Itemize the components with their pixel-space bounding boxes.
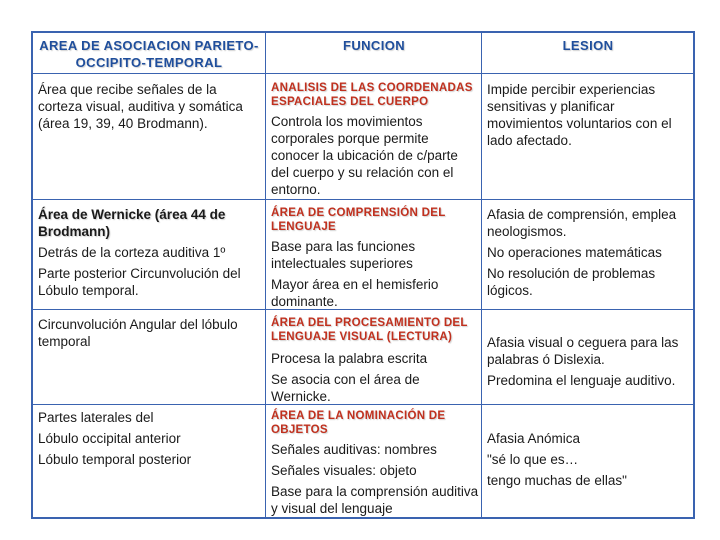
lesion-text: No resolución de problemas lógicos.	[487, 266, 656, 298]
area-text: Lóbulo temporal posterior	[38, 452, 192, 467]
function-text: Procesa la palabra escrita	[271, 351, 428, 366]
row4-area	[38, 409, 260, 468]
lesion-text: Afasia Anómica	[487, 431, 581, 446]
lesion-text: Predomina el lenguaje auditivo.	[487, 373, 676, 388]
area-text: Lóbulo occipital anterior	[38, 431, 181, 446]
function-title: ÁREA DEL PROCESAMIENTO DEL LENGUAJE VISUAL (LECTURA)	[271, 317, 468, 343]
lesion-text: Impide percibir experiencias sensitivas y planificar movimientos voluntarios con el lado afectado.	[487, 82, 672, 148]
row3-funcion	[271, 316, 479, 405]
row2-lesion	[487, 206, 691, 299]
function-text: Base para la comprensión auditiva y visual del lenguaje	[271, 484, 479, 516]
function-title: ANALISIS DE LAS COORDENADAS ESPACIALES DEL CUERPO	[271, 82, 473, 108]
row1-lesion	[487, 81, 691, 149]
header-funcion: FUNCION	[342, 38, 406, 53]
row3-lesion	[487, 334, 691, 389]
lesion-text: Afasia de comprensión, emplea neologismos.	[487, 207, 677, 239]
function-text: Mayor área en el hemisferio dominante.	[271, 277, 439, 309]
function-title: ÁREA DE COMPRENSIÓN DEL LENGUAJE	[271, 207, 446, 233]
column-divider	[481, 33, 482, 517]
row3-area	[38, 316, 260, 350]
area-text: Área que recibe señales de la corteza visual, auditiva y somática (área 19, 39, 40 Brodmann).	[38, 82, 243, 131]
function-title: ÁREA DE LA NOMINACIÓN DE OBJETOS	[271, 410, 446, 436]
association-area-table	[31, 31, 695, 519]
area-text: Partes laterales del	[38, 410, 154, 425]
lesion-text: "sé lo que es…	[487, 452, 579, 467]
lesion-text: No operaciones matemáticas	[487, 245, 662, 260]
row1-area	[38, 81, 260, 132]
row4-lesion	[487, 430, 691, 489]
area-text: Detrás de la corteza auditiva 1º	[38, 245, 226, 260]
row-divider	[33, 73, 693, 74]
function-text: Señales auditivas: nombres	[271, 442, 437, 457]
function-text: Controla los movimientos corporales porque permite conocer la ubicación de c/parte del cuerpo y su relación con el entorno.	[271, 114, 458, 197]
row2-area	[38, 206, 260, 299]
row-divider	[33, 199, 693, 200]
function-text: Base para las funciones intelectuales superiores	[271, 239, 416, 271]
area-text: Parte posterior Circunvolución del Lóbulo temporal.	[38, 266, 241, 298]
function-text: Se asocia con el área de Wernicke.	[271, 372, 420, 404]
header-area: AREA DE ASOCIACION PARIETO-OCCIPITO-TEMPORAL	[39, 38, 259, 70]
lesion-text: Afasia visual o ceguera para las palabras ó Dislexia.	[487, 335, 679, 367]
row1-funcion	[271, 81, 479, 198]
area-text: Circunvolución Angular del lóbulo temporal	[38, 317, 238, 349]
column-divider	[265, 33, 266, 517]
header-lesion: LESION	[562, 38, 614, 53]
function-text: Señales visuales: objeto	[271, 463, 417, 478]
row2-funcion	[271, 206, 479, 310]
lesion-text: tengo muchas de ellas"	[487, 473, 627, 488]
area-title: Área de Wernicke (área 44 de Brodmann)	[38, 207, 226, 239]
row4-funcion	[271, 409, 479, 517]
